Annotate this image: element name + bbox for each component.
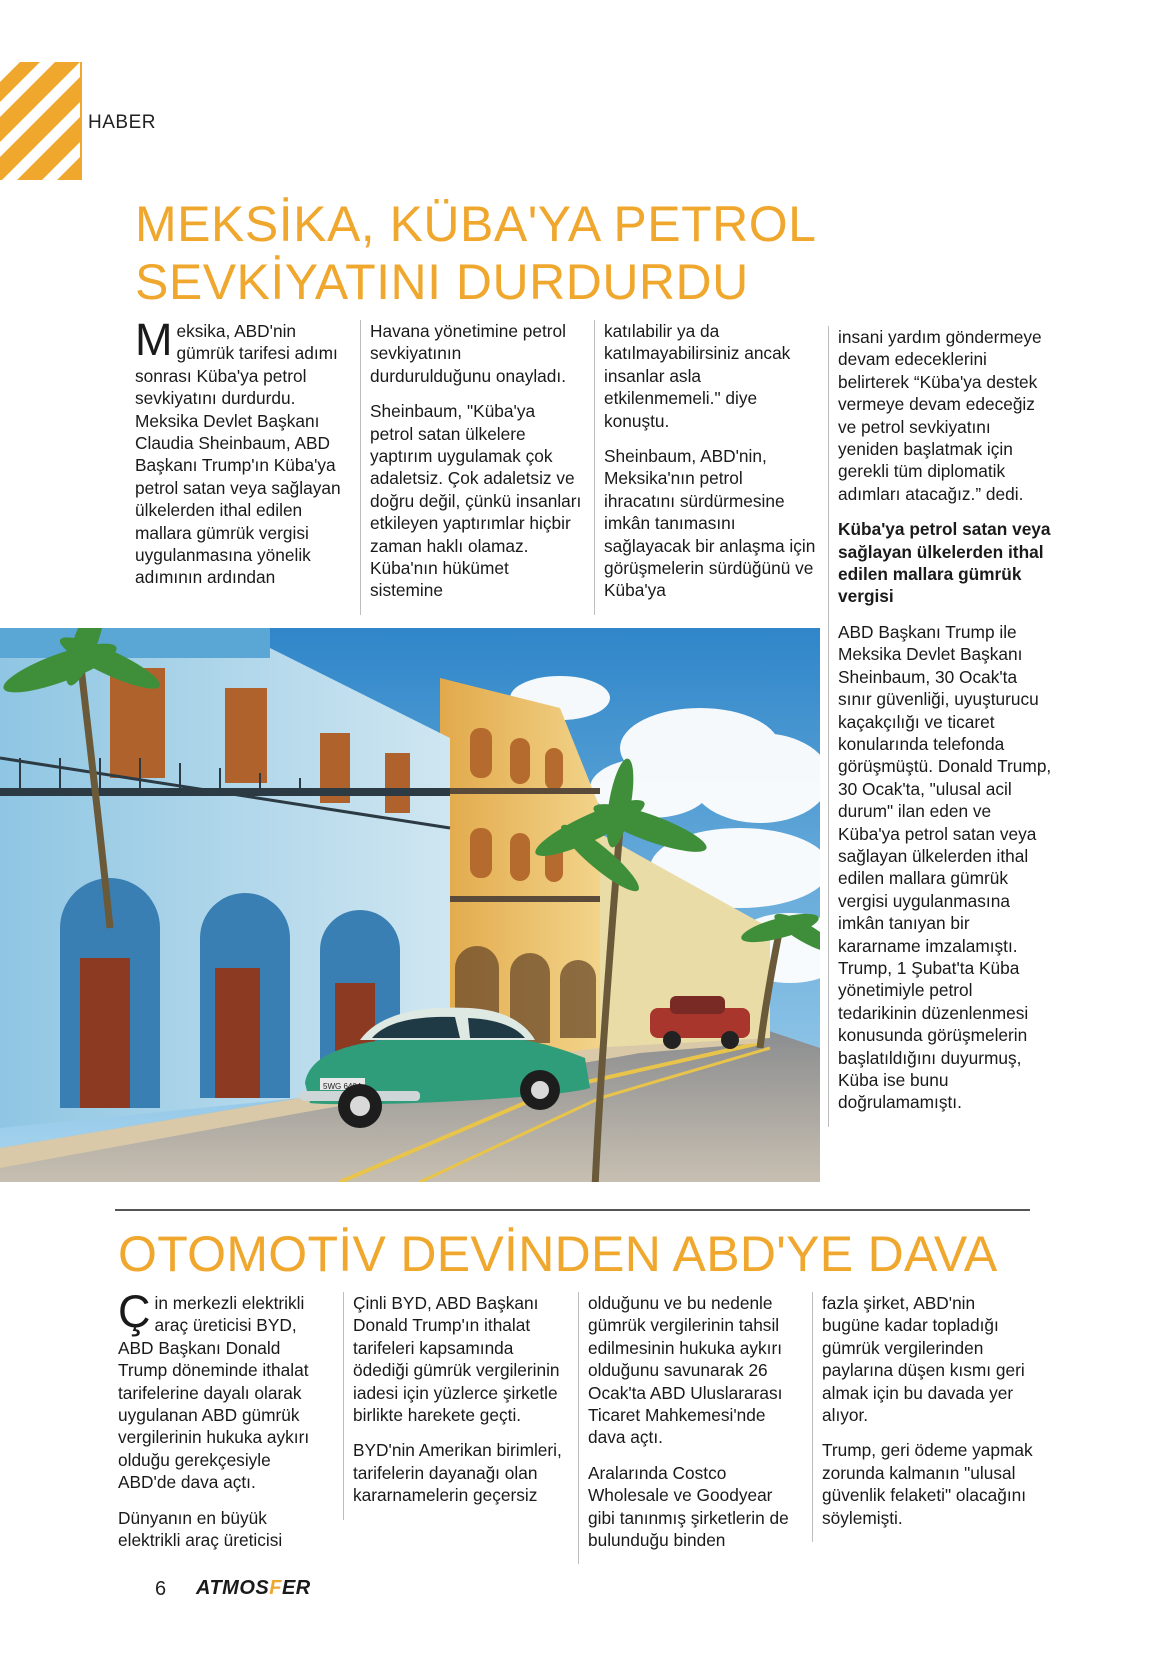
article2-column-4	[812, 1292, 1035, 1542]
article1-column-4	[828, 326, 1054, 1127]
article2-col2-paragraph-1: Çinli BYD, ABD Başkanı Donald Trump'ın ithalat tarifeleri kapsamında ödediği gümrük vergilerinin iadesi için yüzlerce şirketle birlikte harekete geçti.	[353, 1293, 560, 1426]
article2-column-3	[578, 1292, 801, 1564]
brand-logo-part1: ATMOS	[196, 1577, 270, 1599]
article2-col3-paragraph-1: olduğunu ve bu nedenle gümrük vergilerinin tahsil edilmesinin hukuka aykırı olduğunu savunarak 26 Ocak'ta ABD Uluslararası Ticaret Mahkemesi'nde dava açtı.	[588, 1293, 783, 1448]
article2-column-1	[118, 1286, 330, 1564]
article1-drop-cap: M	[135, 314, 173, 365]
article1-col4-paragraph-1: insani yardım göndermeye devam edeceklerini belirterek “Küba'ya destek vermeye devam edeceğiz ve petrol sevkiyatını yeniden başlatmak için gerekli tüm diplomatik adımları atacağız.” dedi.	[838, 327, 1042, 504]
car-license-plate: 5WG 6404	[323, 1082, 362, 1091]
article1-col3-paragraph-2: Sheinbaum, ABD'nin, Meksika'nın petrol ihracatını sürdürmesine imkân tanımasını sağlayacak bir anlaşma için görüşmelerin sürdüğünü ve Küba'ya	[604, 446, 816, 601]
section-divider	[115, 1209, 1030, 1211]
article1-column-3	[594, 320, 816, 615]
article2-col4-paragraph-1: fazla şirket, ABD'nin bugüne kadar topladığı gümrük vergilerinden paylarına düşen kısmı geri almak için bu davada yer alıyor.	[822, 1293, 1025, 1426]
article1-title-line2: SEVKİYATINI DURDURDU	[135, 254, 749, 310]
brand-logo-part3: ER	[281, 1577, 311, 1599]
article2-col1-paragraph-2: Dünyanın en büyük elektrikli araç üreticisi	[118, 1507, 283, 1551]
article1-title-line1: MEKSİKA, KÜBA'YA PETROL	[135, 196, 817, 252]
article2-col3-paragraph-2: Aralarında Costco Wholesale ve Goodyear gibi tanınmış şirketlerin de bulunduğu binden	[588, 1462, 789, 1551]
article1-col2-paragraph-1: Havana yönetimine petrol sevkiyatının durdurulduğunu onayladı.	[370, 321, 567, 386]
article1-column-2	[360, 320, 583, 615]
article2-drop-cap: Ç	[118, 1286, 151, 1337]
header-vertical-rule	[80, 62, 82, 180]
article1-col1-text: eksika, ABD'nin gümrük tarifesi adımı sonrası Küba'ya petrol sevkiyatını durdurdu. Meksika Devlet Başkanı Claudia Sheinbaum, ABD Başkanı Trump'ın Küba'ya petrol satan veya sağlayan ülkelerden ithal edilen mallara gümrük vergisi uygulanmasına yönelik adımının ardından	[135, 321, 341, 588]
article2-col2-paragraph-2: BYD'nin Amerikan birimleri, tarifelerin dayanağı olan kararnamelerin geçersiz	[353, 1440, 562, 1506]
article2-col1-text: in merkezli elektrikli araç üreticisi BYD, ABD Başkanı Donald Trump döneminde ithalat tarifelerine dayalı olarak uygulanan ABD gümrük vergilerinin hukuka aykırı olduğu gerekçesiyle ABD'de dava açtı.	[118, 1293, 310, 1493]
article1-col2-paragraph-2: Sheinbaum, "Küba'ya petrol satan ülkelere yaptırım uygulamak çok adaletsiz. Çok adaletsiz ve doğru değil, çünkü insanları etkileyen yaptırımlar hiçbir zaman haklı olamaz. Küba'nın hükümet sistemine	[370, 401, 582, 601]
article1-col3-paragraph-1: katılabilir ya da katılmayabilirsiniz ancak insanlar asla etkilenmemeli." diye konuştu.	[604, 321, 791, 431]
article1-subheading: Küba'ya petrol satan veya sağlayan ülkelerden ithal edilen mallara gümrük vergisi	[838, 519, 1051, 607]
article1-column-1	[135, 314, 347, 602]
havana-street-illustration	[0, 628, 820, 1182]
article2-title: OTOMOTİV DEVİNDEN ABD'YE DAVA	[118, 1226, 998, 1282]
article1-col4-paragraph-2: ABD Başkanı Trump ile Meksika Devlet Başkanı Sheinbaum, 30 Ocak'ta sınır güvenliği, uyuşturucu kaçakçılığı ve ticaret konularında telefonda görüşmüştü. Donald Trump, 30 Ocak'ta, "ulusal acil durum" ilan eden ve Küba'ya petrol satan veya sağlayan ülkelerden ithal edilen mallara gümrük vergisi uygulanmasına imkân tanıyan bir kararname imzalamıştı. Trump, 1 Şubat'ta Küba yönetimiyle petrol tedarikinin düzenlenmesi konusunda görüşmelerin başlatıldığını duyurmuş, Küba ise bunu doğrulamamıştı.	[838, 621, 1052, 1113]
brand-logo	[196, 1577, 311, 1600]
article2-col4-paragraph-2: Trump, geri ödeme yapmak zorunda kalmanın "ulusal güvenlik felaketi" olacağını söylemişti.	[822, 1440, 1033, 1528]
page-number: 6	[155, 1578, 167, 1600]
article2-column-2	[343, 1292, 566, 1520]
header-stripes-decoration	[0, 62, 80, 180]
brand-logo-accent: F	[269, 1577, 282, 1599]
section-label: HABER	[88, 112, 156, 133]
article1-title	[135, 195, 1035, 311]
